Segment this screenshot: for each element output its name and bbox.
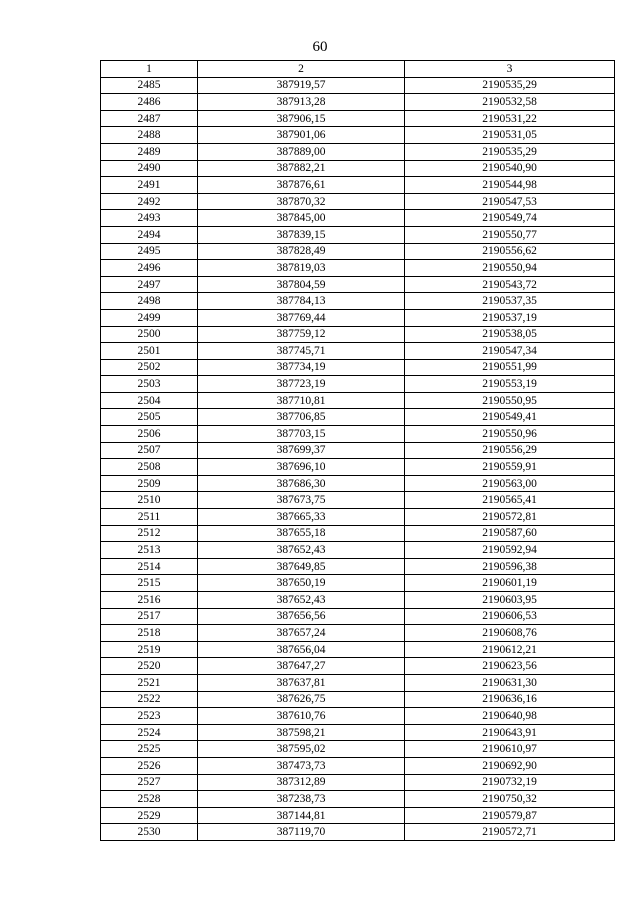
point-number-cell: 2530 xyxy=(101,824,198,841)
table-row xyxy=(101,143,615,160)
point-number-cell: 2521 xyxy=(101,674,198,691)
table-row xyxy=(101,177,615,194)
table-header xyxy=(101,61,615,78)
table-row xyxy=(101,658,615,675)
y-coordinate-cell: 2190643,91 xyxy=(405,724,615,741)
x-coordinate-cell: 387913,28 xyxy=(198,94,405,111)
y-coordinate-cell: 2190535,29 xyxy=(405,143,615,160)
point-number-cell: 2507 xyxy=(101,442,198,459)
x-coordinate-cell: 387734,19 xyxy=(198,359,405,376)
table-row xyxy=(101,641,615,658)
point-number-cell: 2486 xyxy=(101,94,198,111)
point-number-cell: 2490 xyxy=(101,160,198,177)
y-coordinate-cell: 2190631,30 xyxy=(405,674,615,691)
x-coordinate-cell: 387649,85 xyxy=(198,558,405,575)
table-row xyxy=(101,509,615,526)
x-coordinate-cell: 387804,59 xyxy=(198,276,405,293)
x-coordinate-cell: 387238,73 xyxy=(198,791,405,808)
point-number-cell: 2506 xyxy=(101,426,198,443)
table-row xyxy=(101,807,615,824)
table-body xyxy=(101,77,615,840)
point-number-cell: 2496 xyxy=(101,260,198,277)
table-row xyxy=(101,260,615,277)
point-number-cell: 2519 xyxy=(101,641,198,658)
y-coordinate-cell: 2190547,34 xyxy=(405,343,615,360)
y-coordinate-cell: 2190537,35 xyxy=(405,293,615,310)
x-coordinate-cell: 387656,04 xyxy=(198,641,405,658)
x-coordinate-cell: 387144,81 xyxy=(198,807,405,824)
y-coordinate-cell: 2190540,90 xyxy=(405,160,615,177)
table-row xyxy=(101,442,615,459)
point-number-cell: 2523 xyxy=(101,708,198,725)
x-coordinate-cell: 387876,61 xyxy=(198,177,405,194)
table-row xyxy=(101,94,615,111)
x-coordinate-cell: 387703,15 xyxy=(198,426,405,443)
point-number-cell: 2503 xyxy=(101,376,198,393)
table-row xyxy=(101,575,615,592)
coordinates-table xyxy=(100,60,615,841)
x-coordinate-cell: 387870,32 xyxy=(198,193,405,210)
point-number-cell: 2498 xyxy=(101,293,198,310)
y-coordinate-cell: 2190606,53 xyxy=(405,608,615,625)
y-coordinate-cell: 2190551,99 xyxy=(405,359,615,376)
x-coordinate-cell: 387699,37 xyxy=(198,442,405,459)
table-row xyxy=(101,276,615,293)
table-row xyxy=(101,691,615,708)
y-coordinate-cell: 2190544,98 xyxy=(405,177,615,194)
table-row xyxy=(101,392,615,409)
y-coordinate-cell: 2190623,56 xyxy=(405,658,615,675)
y-coordinate-cell: 2190553,19 xyxy=(405,376,615,393)
point-number-cell: 2499 xyxy=(101,309,198,326)
x-coordinate-cell: 387919,57 xyxy=(198,77,405,94)
x-coordinate-cell: 387119,70 xyxy=(198,824,405,841)
point-number-cell: 2525 xyxy=(101,741,198,758)
table-row xyxy=(101,475,615,492)
point-number-cell: 2527 xyxy=(101,774,198,791)
x-coordinate-cell: 387901,06 xyxy=(198,127,405,144)
point-number-cell: 2488 xyxy=(101,127,198,144)
x-coordinate-cell: 387845,00 xyxy=(198,210,405,227)
point-number-cell: 2505 xyxy=(101,409,198,426)
table-row xyxy=(101,708,615,725)
point-number-cell: 2516 xyxy=(101,592,198,609)
table-row xyxy=(101,326,615,343)
table-row xyxy=(101,525,615,542)
table-row xyxy=(101,791,615,808)
x-coordinate-cell: 387655,18 xyxy=(198,525,405,542)
x-coordinate-cell: 387610,76 xyxy=(198,708,405,725)
y-coordinate-cell: 2190610,97 xyxy=(405,741,615,758)
x-coordinate-cell: 387312,89 xyxy=(198,774,405,791)
table-row xyxy=(101,77,615,94)
table-row xyxy=(101,309,615,326)
point-number-cell: 2493 xyxy=(101,210,198,227)
point-number-cell: 2491 xyxy=(101,177,198,194)
x-coordinate-cell: 387819,03 xyxy=(198,260,405,277)
table-row xyxy=(101,359,615,376)
point-number-cell: 2511 xyxy=(101,509,198,526)
x-coordinate-cell: 387595,02 xyxy=(198,741,405,758)
point-number-cell: 2529 xyxy=(101,807,198,824)
y-coordinate-cell: 2190550,77 xyxy=(405,226,615,243)
x-coordinate-cell: 387598,21 xyxy=(198,724,405,741)
x-coordinate-cell: 387745,71 xyxy=(198,343,405,360)
point-number-cell: 2501 xyxy=(101,343,198,360)
y-coordinate-cell: 2190636,16 xyxy=(405,691,615,708)
x-coordinate-cell: 387652,43 xyxy=(198,542,405,559)
x-coordinate-cell: 387656,56 xyxy=(198,608,405,625)
y-coordinate-cell: 2190538,05 xyxy=(405,326,615,343)
y-coordinate-cell: 2190547,53 xyxy=(405,193,615,210)
point-number-cell: 2492 xyxy=(101,193,198,210)
table-row xyxy=(101,376,615,393)
table-row xyxy=(101,558,615,575)
x-coordinate-cell: 387647,27 xyxy=(198,658,405,675)
table-row xyxy=(101,625,615,642)
table-row xyxy=(101,724,615,741)
point-number-cell: 2522 xyxy=(101,691,198,708)
x-coordinate-cell: 387652,43 xyxy=(198,592,405,609)
point-number-cell: 2489 xyxy=(101,143,198,160)
y-coordinate-cell: 2190563,00 xyxy=(405,475,615,492)
point-number-cell: 2512 xyxy=(101,525,198,542)
y-coordinate-cell: 2190550,96 xyxy=(405,426,615,443)
x-coordinate-cell: 387759,12 xyxy=(198,326,405,343)
y-coordinate-cell: 2190572,81 xyxy=(405,509,615,526)
point-number-cell: 2494 xyxy=(101,226,198,243)
y-coordinate-cell: 2190550,94 xyxy=(405,260,615,277)
table-row xyxy=(101,741,615,758)
y-coordinate-cell: 2190601,19 xyxy=(405,575,615,592)
x-coordinate-cell: 387889,00 xyxy=(198,143,405,160)
table-row xyxy=(101,193,615,210)
y-coordinate-cell: 2190531,05 xyxy=(405,127,615,144)
table-row xyxy=(101,542,615,559)
y-coordinate-cell: 2190549,74 xyxy=(405,210,615,227)
point-number-cell: 2513 xyxy=(101,542,198,559)
page-number: 60 xyxy=(312,39,328,55)
table-row xyxy=(101,824,615,841)
x-coordinate-cell: 387673,75 xyxy=(198,492,405,509)
y-coordinate-cell: 2190535,29 xyxy=(405,77,615,94)
table-row xyxy=(101,492,615,509)
x-coordinate-cell: 387882,21 xyxy=(198,160,405,177)
table-row xyxy=(101,757,615,774)
point-number-cell: 2487 xyxy=(101,110,198,127)
x-coordinate-cell: 387769,44 xyxy=(198,309,405,326)
point-number-cell: 2510 xyxy=(101,492,198,509)
table-row xyxy=(101,160,615,177)
table-row xyxy=(101,459,615,476)
column-header-y-coordinate: 3 xyxy=(405,61,615,78)
column-header-point-number: 1 xyxy=(101,61,198,78)
y-coordinate-cell: 2190556,62 xyxy=(405,243,615,260)
x-coordinate-cell: 387706,85 xyxy=(198,409,405,426)
table-row xyxy=(101,343,615,360)
x-coordinate-cell: 387626,75 xyxy=(198,691,405,708)
y-coordinate-cell: 2190565,41 xyxy=(405,492,615,509)
y-coordinate-cell: 2190550,95 xyxy=(405,392,615,409)
header-row xyxy=(101,61,615,78)
y-coordinate-cell: 2190596,38 xyxy=(405,558,615,575)
x-coordinate-cell: 387665,33 xyxy=(198,509,405,526)
point-number-cell: 2524 xyxy=(101,724,198,741)
x-coordinate-cell: 387657,24 xyxy=(198,625,405,642)
y-coordinate-cell: 2190592,94 xyxy=(405,542,615,559)
point-number-cell: 2520 xyxy=(101,658,198,675)
y-coordinate-cell: 2190750,32 xyxy=(405,791,615,808)
y-coordinate-cell: 2190603,95 xyxy=(405,592,615,609)
table-row xyxy=(101,608,615,625)
table-row xyxy=(101,127,615,144)
y-coordinate-cell: 2190732,19 xyxy=(405,774,615,791)
point-number-cell: 2504 xyxy=(101,392,198,409)
y-coordinate-cell: 2190579,87 xyxy=(405,807,615,824)
y-coordinate-cell: 2190587,60 xyxy=(405,525,615,542)
y-coordinate-cell: 2190556,29 xyxy=(405,442,615,459)
y-coordinate-cell: 2190572,71 xyxy=(405,824,615,841)
x-coordinate-cell: 387906,15 xyxy=(198,110,405,127)
x-coordinate-cell: 387686,30 xyxy=(198,475,405,492)
point-number-cell: 2515 xyxy=(101,575,198,592)
point-number-cell: 2495 xyxy=(101,243,198,260)
y-coordinate-cell: 2190692,90 xyxy=(405,757,615,774)
y-coordinate-cell: 2190549,41 xyxy=(405,409,615,426)
y-coordinate-cell: 2190559,91 xyxy=(405,459,615,476)
point-number-cell: 2514 xyxy=(101,558,198,575)
table-row xyxy=(101,774,615,791)
point-number-cell: 2518 xyxy=(101,625,198,642)
point-number-cell: 2509 xyxy=(101,475,198,492)
y-coordinate-cell: 2190612,21 xyxy=(405,641,615,658)
x-coordinate-cell: 387839,15 xyxy=(198,226,405,243)
y-coordinate-cell: 2190537,19 xyxy=(405,309,615,326)
x-coordinate-cell: 387828,49 xyxy=(198,243,405,260)
y-coordinate-cell: 2190531,22 xyxy=(405,110,615,127)
x-coordinate-cell: 387723,19 xyxy=(198,376,405,393)
point-number-cell: 2485 xyxy=(101,77,198,94)
table-row xyxy=(101,409,615,426)
table-row xyxy=(101,674,615,691)
table-row xyxy=(101,293,615,310)
x-coordinate-cell: 387710,81 xyxy=(198,392,405,409)
table-row xyxy=(101,592,615,609)
point-number-cell: 2528 xyxy=(101,791,198,808)
point-number-cell: 2508 xyxy=(101,459,198,476)
table-row xyxy=(101,110,615,127)
point-number-cell: 2502 xyxy=(101,359,198,376)
table-row xyxy=(101,243,615,260)
y-coordinate-cell: 2190640,98 xyxy=(405,708,615,725)
column-header-x-coordinate: 2 xyxy=(198,61,405,78)
point-number-cell: 2526 xyxy=(101,757,198,774)
y-coordinate-cell: 2190608,76 xyxy=(405,625,615,642)
point-number-cell: 2500 xyxy=(101,326,198,343)
y-coordinate-cell: 2190532,58 xyxy=(405,94,615,111)
x-coordinate-cell: 387650,19 xyxy=(198,575,405,592)
x-coordinate-cell: 387696,10 xyxy=(198,459,405,476)
point-number-cell: 2497 xyxy=(101,276,198,293)
table-row xyxy=(101,226,615,243)
table-row xyxy=(101,426,615,443)
y-coordinate-cell: 2190543,72 xyxy=(405,276,615,293)
table-row xyxy=(101,210,615,227)
x-coordinate-cell: 387637,81 xyxy=(198,674,405,691)
point-number-cell: 2517 xyxy=(101,608,198,625)
x-coordinate-cell: 387784,13 xyxy=(198,293,405,310)
x-coordinate-cell: 387473,73 xyxy=(198,757,405,774)
